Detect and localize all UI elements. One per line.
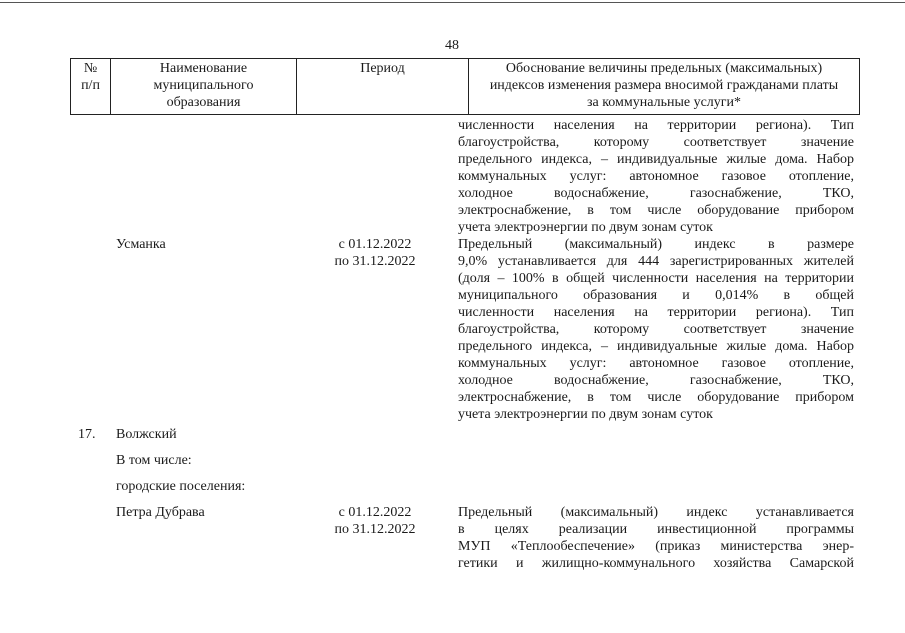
header-col-name-line: Наименование [159,61,248,76]
text-line: учета электроэнергии по двум зонам суток [458,220,713,235]
basis-text [458,504,854,572]
municipality-name: Усманка [116,237,166,252]
continuation-basis-text [458,117,854,236]
text-line: Предельный (максимальный) индекс устанавливается [458,505,854,520]
text-line: учета электроэнергии по двум зонам суток [458,407,713,422]
text-line: предельного индекса, – индивидуальные жилые дома. Набор [458,339,854,354]
text-line: коммунальных услуг: автономное газовое отопление, [458,356,854,371]
text-line: Предельный (максимальный) индекс в размере [458,237,854,252]
municipality-name: Петра Дубрава [116,505,205,520]
text-line: благоустройства, которому соответствует значение [458,135,854,150]
text-line: 9,0% устанавливается для 444 зарегистрированных жителей [458,254,854,269]
text-line: электроснабжение, в том числе оборудование прибором [458,390,854,405]
text-line: численности населения на территории региона). Тип [458,305,854,320]
header-col-basis-line: за коммунальные услуги* [586,95,742,110]
period-from: с 01.12.2022 [338,505,412,520]
header-col-period [297,59,469,114]
text-line: предельного индекса, – индивидуальные жилые дома. Набор [458,152,854,167]
header-col-number-line: п/п [81,78,100,93]
text-line: (доля – 100% в общей численности населения на территории [458,271,854,286]
header-col-basis [469,59,859,114]
top-border-line [0,2,905,3]
subheading: В том числе: [116,453,192,468]
municipality-name: Волжский [116,427,177,442]
header-col-period-label: Период [360,61,405,76]
header-col-name-line: образования [166,95,241,110]
period-to: по 31.12.2022 [334,254,416,269]
header-col-name [111,59,297,114]
page-number: 48 [445,38,459,53]
header-col-number [71,59,111,114]
text-line: в целях реализации инвестиционной программы [458,522,854,537]
period-to: по 31.12.2022 [334,522,416,537]
text-line: холодное водоснабжение, газоснабжение, ТКО, [458,373,854,388]
subheading: городские поселения: [116,479,246,494]
text-line: муниципального образования и 0,014% в общей [458,288,854,303]
period-from: с 01.12.2022 [338,237,412,252]
basis-text [458,236,854,423]
header-col-number-line: № [83,61,98,76]
header-col-basis-line: индексов изменения размера вносимой гражданами платы [489,78,839,93]
text-line: гетики и жилищно-коммунального хозяйства Самарской [458,556,854,571]
text-line: холодное водоснабжение, газоснабжение, ТКО, [458,186,854,201]
text-line: благоустройства, которому соответствует значение [458,322,854,337]
text-line: электроснабжение, в том числе оборудование прибором [458,203,854,218]
period-cell [320,504,430,538]
table-header [70,58,860,115]
text-line: численности населения на территории региона). Тип [458,118,854,133]
period-cell [320,236,430,270]
row-number: 17. [78,427,96,442]
text-line: коммунальных услуг: автономное газовое отопление, [458,169,854,184]
header-col-basis-line: Обоснование величины предельных (максимальных) [505,61,823,76]
header-col-name-line: муниципального [153,78,254,93]
text-line: МУП «Теплообеспечение» (приказ министерства энер- [458,539,854,554]
